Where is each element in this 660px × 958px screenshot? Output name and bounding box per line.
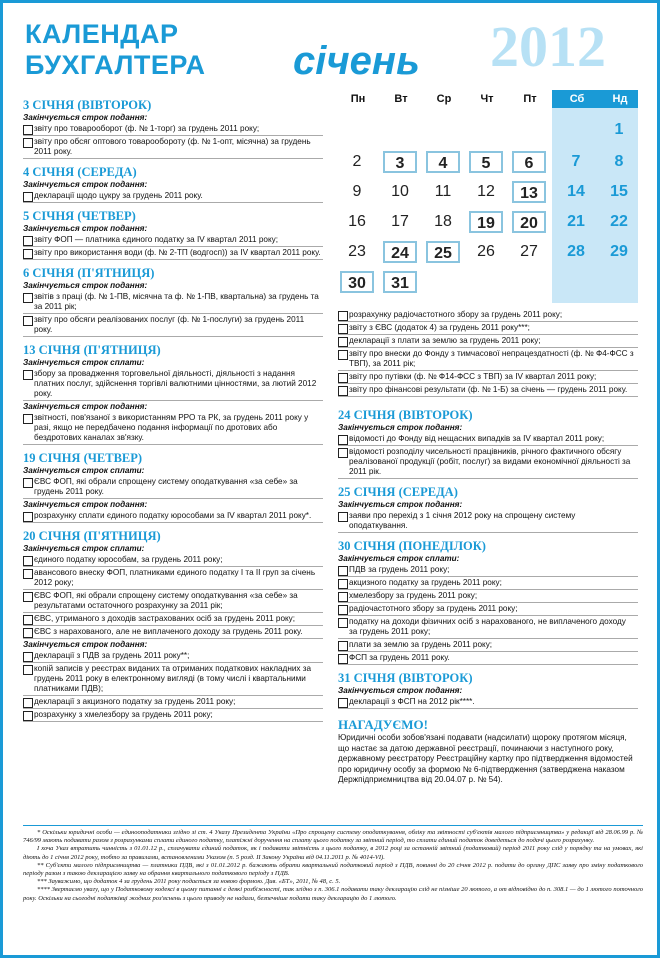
- right-column: [338, 309, 638, 786]
- section-subtitle: Закінчується строк сплати:: [23, 466, 145, 475]
- weekday-header: Ср: [436, 93, 452, 105]
- checklist-item[interactable]: звіту з ЄВС (додаток 4) за грудень 2011 року***;: [338, 323, 638, 335]
- calendar-day: 15: [610, 183, 628, 200]
- calendar-day: 6: [512, 151, 546, 173]
- checklist-item[interactable]: ЄВС ФОП, які обрали спрощену систему оподаткування «за себе» за грудень 2011 року.: [23, 477, 323, 499]
- section-subtitle: Закінчується строк подання:: [338, 423, 463, 432]
- checklist-item[interactable]: звіту про використання води (ф. № 2-ТП (водгосп)) за IV квартал 2011 року.: [23, 248, 323, 260]
- calendar-day: 28: [567, 243, 585, 260]
- month-label: січень: [293, 39, 420, 83]
- checklist-item[interactable]: плати за землю за грудень 2011 року;: [338, 640, 638, 652]
- weekday-header: Вт: [394, 93, 408, 105]
- weekday-header: Пн: [350, 93, 366, 105]
- section-subtitle: Закінчується строк подання:: [338, 500, 463, 509]
- footnote: *** Зауважимо, що додаток 4 за грудень 2011 року подається за новою формою. Див. «БТ», 2011, № 48, с. 5.: [37, 878, 341, 886]
- section-subtitle: Закінчується строк подання:: [23, 402, 148, 411]
- section-subtitle: Закінчується строк сплати:: [23, 544, 145, 553]
- checklist-item[interactable]: декларації з ПДВ за грудень 2011 року**;: [23, 651, 323, 663]
- section-subtitle: Закінчується строк подання:: [23, 500, 148, 509]
- calendar-day: 22: [610, 213, 628, 230]
- calendar-day: 14: [567, 183, 585, 200]
- checklist-item[interactable]: розрахунку сплати єдиного податку юрособами за IV квартал 2011 року*.: [23, 511, 323, 523]
- reminder-text: Юридичні особи зобов'язані подавати (надсилати) щороку протягом місяця, що настає за датою державної реєстрації, починаючи з наступного року, державному реєстратору Реєстраційну картку про підтвердження відомостей про юридичну особу за формою № 6-підтвердження (затверджена наказом Держпідприємництва від 20.04.07 р. № 54).: [338, 733, 633, 784]
- calendar-day: 9: [352, 183, 362, 200]
- checklist-item[interactable]: єдиного податку юрособам, за грудень 2011 року;: [23, 555, 323, 567]
- footnote: **** Звертаємо увагу, що у Податковому кодексі в цьому питанні є деякі розбіжності, так згідно з п. 306.1 подавати таку декларацію слід не пізніше 20 лютого, а от відповідно до п. 308.1 — до 1 лютого поточного року. Оскільки на сьогодні податківці жодних роз'яснень з цього приводу не надали, безпечніше подати таку декларацію до 1 лютого.: [23, 886, 643, 902]
- calendar-day: 29: [610, 243, 628, 260]
- calendar-day: 25: [426, 241, 460, 263]
- month-calendar: [338, 90, 638, 303]
- section-subtitle: Закінчується строк сплати:: [338, 554, 460, 563]
- calendar-day: 11: [434, 183, 452, 200]
- calendar-day: 27: [520, 243, 538, 260]
- calendar-day: 8: [614, 153, 624, 170]
- section-date: 24 СІЧНЯ (ВІВТОРОК): [338, 408, 473, 422]
- footnote-divider: [23, 825, 643, 826]
- calendar-day: 20: [512, 211, 546, 233]
- checklist-item[interactable]: звіту ФОП — платника єдиного податку за IV квартал 2011 року;: [23, 235, 323, 247]
- calendar-day: 7: [571, 153, 581, 170]
- calendar-day: 5: [469, 151, 503, 173]
- section-subtitle: Закінчується строк подання:: [23, 224, 148, 233]
- checklist-item[interactable]: акцизного податку за грудень 2011 року;: [338, 578, 638, 590]
- checklist-item[interactable]: копій записів у реєстрах виданих та отриманих податкових накладних за грудень 2011 року в електронному вигляді (в тому числі і квартальними платниками ПДВ);: [23, 664, 323, 696]
- calendar-day: 17: [391, 213, 409, 230]
- checklist-item[interactable]: звіту про фінансові результати (ф. № 1-Б) за січень — грудень 2011 року.: [338, 385, 638, 397]
- checklist-item[interactable]: декларації з плати за землю за грудень 2011 року;: [338, 336, 638, 348]
- left-column: [23, 98, 323, 723]
- checklist-item[interactable]: ЄВС ФОП, які обрали спрощену систему оподаткування «за себе» за результатами остаточного розрахунку за 2011 рік;: [23, 591, 323, 613]
- checklist-item[interactable]: ЄВС, утриманого з доходів застрахованих осіб за грудень 2011 року;: [23, 614, 323, 626]
- section-date: 13 СІЧНЯ (П'ЯТНИЦЯ): [23, 343, 161, 357]
- section-subtitle: Закінчується строк сплати:: [23, 358, 145, 367]
- section-subtitle: Закінчується строк подання:: [23, 281, 148, 290]
- checklist-item[interactable]: відомості до Фонду від нещасних випадків за IV квартал 2011 року;: [338, 434, 638, 446]
- calendar-day: 13: [512, 181, 546, 203]
- section-date: 5 СІЧНЯ (ЧЕТВЕР): [23, 209, 136, 223]
- checklist-item[interactable]: декларації щодо цукру за грудень 2011 року.: [23, 191, 323, 203]
- checklist-item[interactable]: звіту про товарооборот (ф. № 1-торг) за грудень 2011 року;: [23, 124, 323, 136]
- checklist-item[interactable]: декларації з акцизного податку за грудень 2011 року;: [23, 697, 323, 709]
- checklist-item[interactable]: ФСП за грудень 2011 року.: [338, 653, 638, 665]
- section-date: 30 СІЧНЯ (ПОНЕДІЛОК): [338, 539, 486, 553]
- calendar-day: 12: [477, 183, 495, 200]
- section-subtitle: Закінчується строк подання:: [23, 640, 148, 649]
- checklist-item[interactable]: ПДВ за грудень 2011 року;: [338, 565, 638, 577]
- reminder-title: НАГАДУЄМО!: [338, 717, 428, 732]
- checklist-item[interactable]: авансового внеску ФОП, платниками єдиного податку I та II груп за січень 2012 року;: [23, 568, 323, 590]
- footnotes: [23, 829, 643, 903]
- footnote: ** Суб'єкти малого підприємництва — платники ПДВ, які з 01.01.2012 р. бажають обрати квартальний податковий період з ПДВ, повинні до 20 січня 2012 р. подати до органу ДПС заяву про зміну податкового періоду разом з такою декларацією заяву на обрання квартального податкового періоду з ПДВ.: [23, 861, 643, 878]
- section-date: 4 СІЧНЯ (СЕРЕДА): [23, 165, 137, 179]
- weekday-header: Чт: [480, 93, 494, 105]
- calendar-day: 4: [426, 151, 460, 173]
- checklist-item[interactable]: декларації з ФСП на 2012 рік****.: [338, 697, 638, 709]
- calendar-day: 24: [383, 241, 417, 263]
- calendar-day: 1: [614, 121, 624, 138]
- checklist-item[interactable]: радіочастотного збору за грудень 2011 року;: [338, 604, 638, 616]
- calendar-day: 30: [340, 271, 374, 293]
- weekday-header: Пт: [523, 93, 537, 105]
- checklist-item[interactable]: розрахунку з хмелезбору за грудень 2011 року;: [23, 710, 323, 722]
- title-line1: КАЛЕНДАР: [25, 19, 179, 49]
- page-title: [25, 19, 265, 81]
- calendar-day: 21: [567, 213, 585, 230]
- section-date: 31 СІЧНЯ (ВІВТОРОК): [338, 671, 473, 685]
- checklist-item[interactable]: звітності, пов'язаної з використанням РРО та РК, за грудень 2011 року у разі, якщо не передбачено подання інформації по дротових або бездротових каналах зв'язку.: [23, 413, 323, 445]
- checklist-item[interactable]: звіту про обсяг оптового товарообороту (ф. № 1-опт, місячна) за грудень 2011 року.: [23, 137, 323, 159]
- section-date: 3 СІЧНЯ (ВІВТОРОК): [23, 98, 152, 112]
- footnote: І хоча Указ втратить чинність з 01.01.12 р., сплачувати єдиний податок, як і подавати звітність з цього податку, в 2012 році за останній звітний (податковий) період 2011 року слід у порядку та на умовах, які діють до 1 січня 2012 року, тобто за правилами, встановленими Указом (п. 5 розд. II Закону України від 04.11.2011 р. № 4014-VI).: [23, 845, 643, 861]
- calendar-day: 2: [352, 153, 362, 170]
- section-subtitle: Закінчується строк подання:: [338, 686, 463, 695]
- section-date: 25 СІЧНЯ (СЕРЕДА): [338, 485, 458, 499]
- checklist-item[interactable]: податку на доходи фізичних осіб з нарахованого, не виплаченого доходу за грудень 2011 року;: [338, 617, 638, 639]
- calendar-day: 26: [477, 243, 495, 260]
- calendar-day: 16: [348, 213, 366, 230]
- title-line2: БУХГАЛТЕРА: [25, 50, 206, 80]
- section-subtitle: Закінчується строк подання:: [23, 113, 148, 122]
- calendar-day: 31: [383, 271, 417, 293]
- checklist-item[interactable]: хмелезбору за грудень 2011 року;: [338, 591, 638, 603]
- calendar-day: 10: [391, 183, 409, 200]
- checklist-item[interactable]: відомості розподілу чисельності працівників, річного фактичного обсягу реалізованої продукції (робіт, послуг) за видами економічної діяльності за 2011 рік.: [338, 447, 638, 479]
- section-date: 19 СІЧНЯ (ЧЕТВЕР): [23, 451, 143, 465]
- weekday-header: Нд: [612, 93, 628, 105]
- footnote: * Оскільки юридичні особи — єдинооподатники згідно зі ст. 4 Указу Президента України «Про спрощену систему оподаткування, обліку та звітності суб'єктів малого підприємництва» у редакції від 28.06.99 р. № 746/99 мають подавати разом з розрахунками сплати єдиного податку, платіжні доручення на сплату цього податку за звітний період, то сплати єдиний податок доведеться до подачі цього розрахунку.: [23, 829, 643, 845]
- section-date: 20 СІЧНЯ (П'ЯТНИЦЯ): [23, 529, 161, 543]
- year-label: 2012: [490, 14, 606, 79]
- calendar-day: 3: [383, 151, 417, 173]
- checklist-item[interactable]: звіту про путівки (ф. № Ф14-ФСС з ТВП) за IV квартал 2011 року;: [338, 372, 638, 384]
- checklist-item[interactable]: звіту про внески до Фонду з тимчасової непрацездатності (ф. № Ф4-ФСС з ТВП), за 2011 рік;: [338, 349, 638, 371]
- checklist-item[interactable]: заяви про перехід з 1 січня 2012 року на спрощену систему оподаткування.: [338, 511, 638, 533]
- section-subtitle: Закінчується строк подання:: [23, 180, 148, 189]
- checklist-item[interactable]: звіту про обсяги реалізованих послуг (ф. № 1-послуги) за грудень 2011 року.: [23, 315, 323, 337]
- section-date: 6 СІЧНЯ (П'ЯТНИЦЯ): [23, 266, 155, 280]
- checklist-item[interactable]: збору за провадження торговельної діяльності, діяльності з надання платних послуг, здійснення торгівлі валютними цінностями, за лютий 2012 року.: [23, 369, 323, 401]
- weekday-header: Сб: [569, 93, 585, 105]
- calendar-day: 23: [348, 243, 366, 260]
- checklist-item[interactable]: ЄВС з нарахованого, але не виплаченого доходу за грудень 2011 року.: [23, 627, 323, 639]
- calendar-day: 18: [434, 213, 452, 230]
- checklist-item[interactable]: звітів з праці (ф. № 1-ПВ, місячна та ф. № 1-ПВ, квартальна) за грудень та за 2011 рік;: [23, 292, 323, 314]
- calendar-day: 19: [469, 211, 503, 233]
- checklist-item[interactable]: розрахунку радіочастотного збору за грудень 2011 року;: [338, 310, 638, 322]
